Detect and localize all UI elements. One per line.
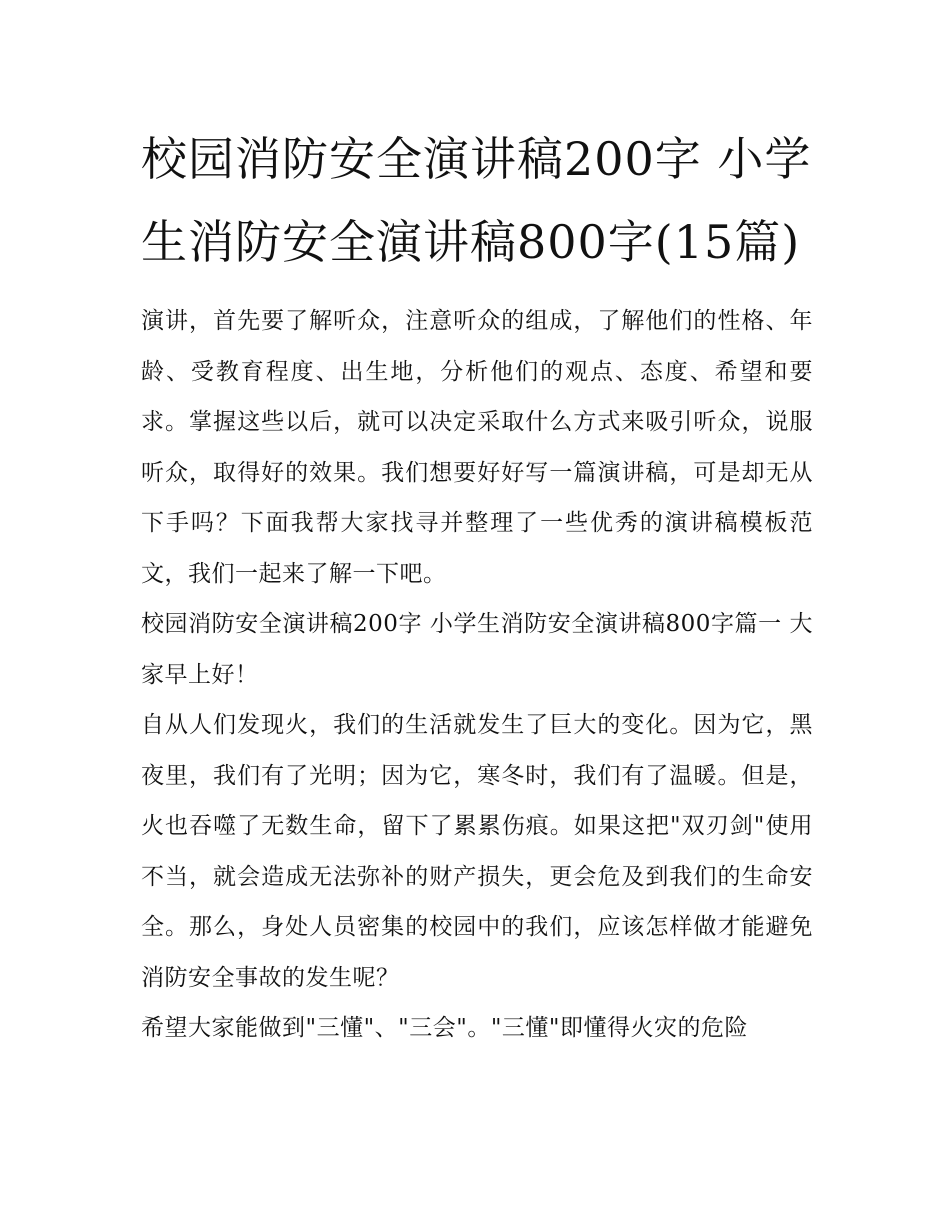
- body-paragraph: 希望大家能做到"三懂"、"三会"。"三懂"即懂得火灾的危险: [141, 1015, 748, 1041]
- section-heading-paragraph: 校园消防安全演讲稿200字 小学生消防安全演讲稿800字篇一 大家早上好！: [141, 611, 813, 688]
- body-paragraph: 自从人们发现火，我们的生活就发生了巨大的变化。因为它，黑夜里，我们有了光明；因为它，寒冬时，我们有了温暖。但是，火也吞噬了无数生命，留下了累累伤痕。如果这把"双刃剑"使用不当，就会造成无法弥补的财产损失，更会危及到我们的生命安全。那么，身处人员密集的校园中的我们，应该怎样做才能避免消防安全事故的发生呢？: [141, 712, 813, 991]
- intro-paragraph: 演讲，首先要了解听众，注意听众的组成，了解他们的性格、年龄、受教育程度、出生地，分析他们的观点、态度、希望和要求。掌握这些以后，就可以决定采取什么方式来吸引听众，说服听众，取得好的效果。我们想要好好写一篇演讲稿，可是却无从下手吗？下面我帮大家找寻并整理了一些优秀的演讲稿模板范文，我们一起来了解一下吧。: [141, 308, 813, 587]
- document-page: [141, 118, 813, 1054]
- document-title: 校园消防安全演讲稿200字 小学生消防安全演讲稿800字(15篇): [141, 132, 812, 269]
